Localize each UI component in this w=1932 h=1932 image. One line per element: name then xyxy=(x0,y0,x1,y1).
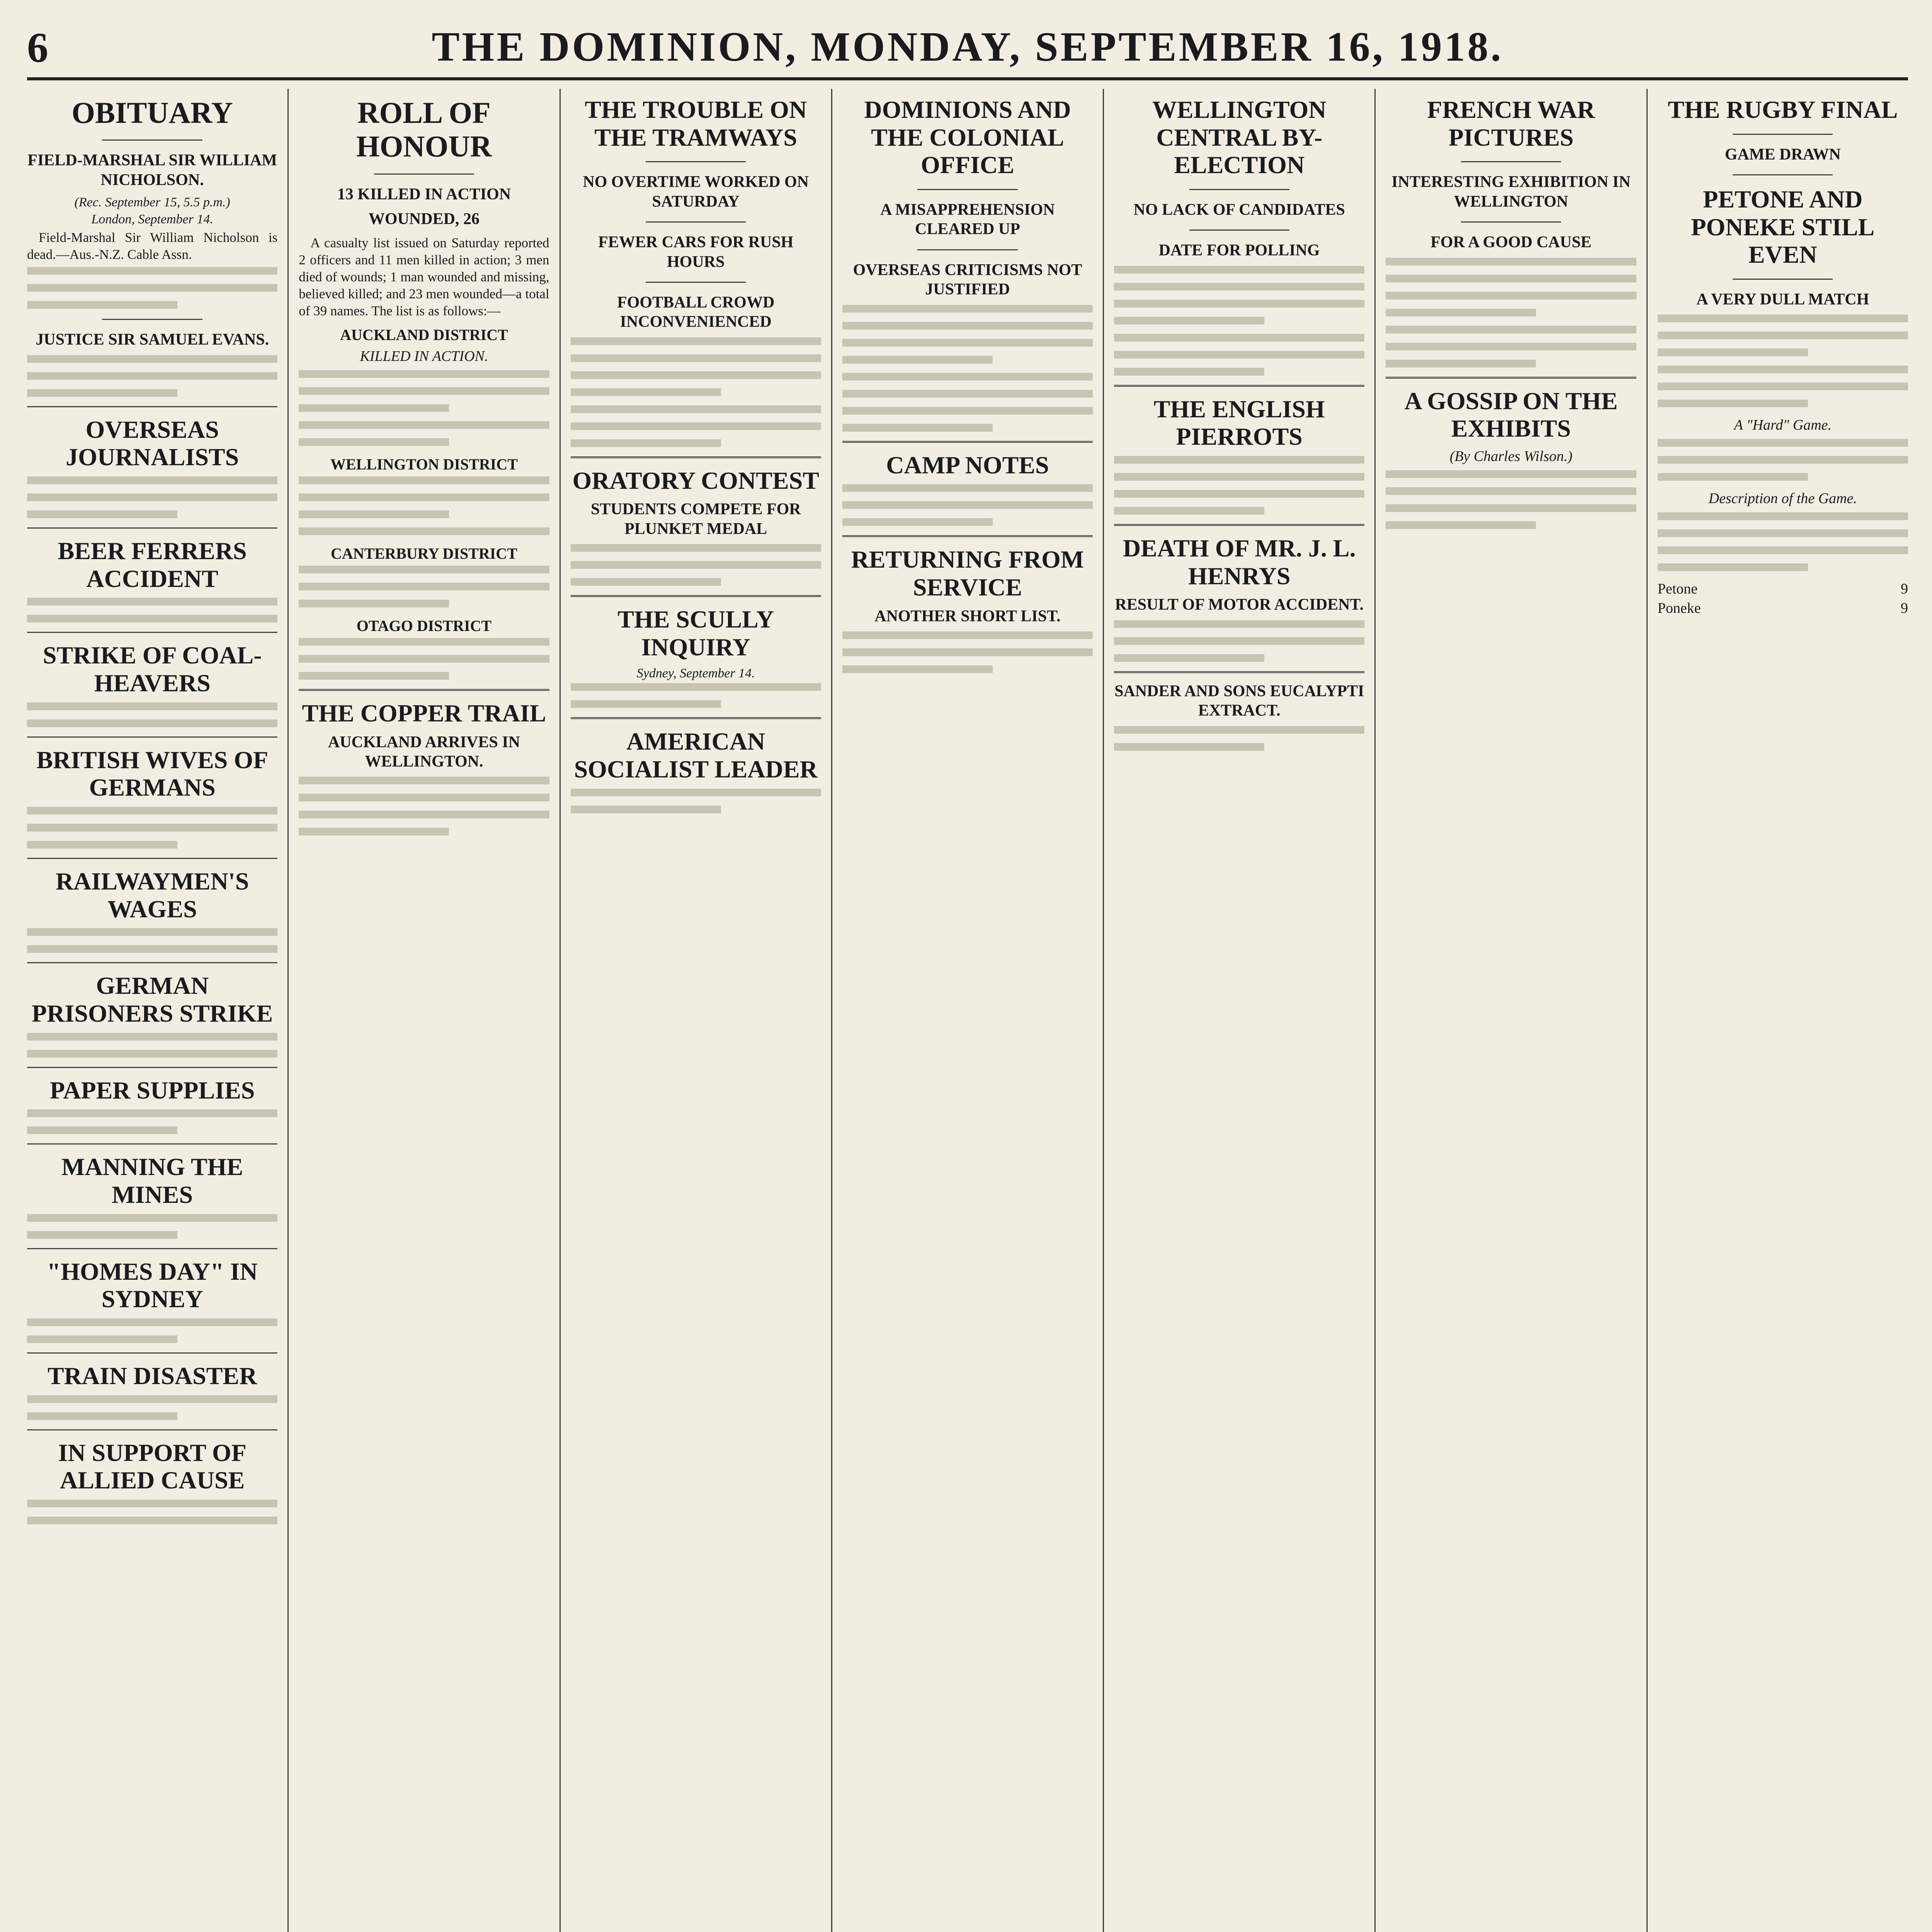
roll-of-honour-heading: ROLL OF HONOUR xyxy=(356,96,492,163)
text-line xyxy=(27,702,277,710)
text-line xyxy=(27,372,277,380)
column-3 xyxy=(560,89,831,1932)
text-line xyxy=(299,638,549,646)
divider xyxy=(102,139,202,141)
text-line xyxy=(1386,343,1636,350)
copper-trail-heading: THE COPPER TRAIL xyxy=(302,699,546,727)
text-line xyxy=(842,407,1093,415)
text-line xyxy=(571,439,721,447)
gossip-byline: (By Charles Wilson.) xyxy=(1449,448,1573,464)
column-5 xyxy=(1103,89,1374,1932)
canterbury-district-heading: CANTERBURY DISTRICT xyxy=(331,544,517,562)
camp-notes-heading: CAMP NOTES xyxy=(886,451,1049,479)
text-line xyxy=(1114,351,1364,359)
advertisement-heading: SANDER AND SONS EUCALYPTI EXTRACT. xyxy=(1114,682,1364,720)
divider xyxy=(1733,134,1833,135)
text-line xyxy=(299,387,549,395)
text-line xyxy=(27,1126,177,1134)
newspaper-title: THE DOMINION, MONDAY, SEPTEMBER 16, 1918. xyxy=(432,24,1503,70)
text-line xyxy=(842,631,1093,639)
text-line xyxy=(27,841,177,849)
colonial-office-subheading-2: OVERSEAS CRITICISMS NOT JUSTIFIED xyxy=(853,261,1082,299)
text-line xyxy=(571,388,721,396)
text-line xyxy=(1658,349,1808,356)
divider xyxy=(27,632,277,633)
text-line xyxy=(842,665,993,673)
text-line xyxy=(1658,563,1808,571)
text-line xyxy=(571,544,821,552)
british-wives-heading: BRITISH WIVES OF GERMANS xyxy=(36,746,269,801)
by-election-heading: WELLINGTON CENTRAL BY-ELECTION xyxy=(1152,96,1327,179)
divider xyxy=(1114,524,1364,526)
text-line xyxy=(571,700,721,708)
text-line xyxy=(1114,317,1264,325)
text-line xyxy=(299,476,549,484)
text-line xyxy=(842,390,1093,398)
wounded-subheading: WOUNDED, 26 xyxy=(368,210,480,228)
text-line xyxy=(1386,521,1536,529)
divider xyxy=(842,535,1093,537)
tramways-subheading-1: NO OVERTIME WORKED ON SATURDAY xyxy=(583,173,809,211)
divider xyxy=(842,441,1093,443)
text-line xyxy=(842,373,1093,381)
divider xyxy=(299,689,549,691)
otago-district-heading: OTAGO DISTRICT xyxy=(356,617,492,634)
text-line xyxy=(1658,366,1908,373)
divider xyxy=(27,736,277,738)
text-line xyxy=(27,719,277,727)
obituary-1-place: London, September 14. xyxy=(91,212,213,227)
german-prisoners-heading: GERMAN PRISONERS STRIKE xyxy=(32,972,273,1027)
text-line xyxy=(571,578,721,586)
divider xyxy=(102,319,202,320)
socialist-leader-heading: AMERICAN SOCIALIST LEADER xyxy=(574,728,818,783)
divider xyxy=(27,1143,277,1145)
column-2 xyxy=(287,89,559,1932)
divider xyxy=(27,406,277,407)
column-7 xyxy=(1646,89,1908,1932)
text-line xyxy=(299,655,549,663)
text-line xyxy=(299,672,449,680)
death-subheading: RESULT OF MOTOR ACCIDENT. xyxy=(1115,596,1364,614)
divider xyxy=(571,717,821,719)
text-line xyxy=(27,1231,177,1239)
text-line xyxy=(299,527,549,535)
rugby-subheading-2: PETONE AND PONEKE STILL EVEN xyxy=(1691,185,1875,269)
divider xyxy=(27,962,277,963)
text-line xyxy=(1386,292,1636,299)
divider xyxy=(1461,161,1561,162)
text-line xyxy=(1114,726,1364,734)
text-line xyxy=(299,600,449,607)
allied-cause-heading: IN SUPPORT OF ALLIED CAUSE xyxy=(58,1439,247,1494)
tramways-subheading-2: FEWER CARS FOR RUSH HOURS xyxy=(598,233,794,271)
obituary-1-text: Field-Marshal Sir William Nicholson is dead.—Aus.-N.Z. Cable Assn. xyxy=(27,230,278,262)
score-value: 9 xyxy=(1900,600,1908,617)
scully-inquiry-heading: THE SCULLY INQUIRY xyxy=(617,605,774,661)
text-line xyxy=(27,807,277,815)
page-number: 6 xyxy=(27,24,48,71)
text-line xyxy=(27,1335,177,1343)
text-line xyxy=(1386,487,1636,495)
divider xyxy=(27,1352,277,1354)
gossip-heading: A GOSSIP ON THE EXHIBITS xyxy=(1404,387,1618,442)
score-row-petone xyxy=(1658,580,1908,597)
text-line xyxy=(299,438,449,446)
coal-heavers-heading: STRIKE OF COAL-HEAVERS xyxy=(43,641,262,697)
text-line xyxy=(27,510,177,518)
text-line xyxy=(1386,360,1536,367)
text-line xyxy=(1114,334,1364,342)
text-line xyxy=(1386,275,1636,282)
text-line xyxy=(299,493,549,501)
by-election-subheading-1: NO LACK OF CANDIDATES xyxy=(1133,201,1345,219)
text-line xyxy=(1386,258,1636,265)
text-line xyxy=(27,615,277,622)
text-line xyxy=(1658,439,1908,447)
tramways-subheading-3: FOOTBALL CROWD INCONVENIENCED xyxy=(617,293,775,331)
divider xyxy=(1189,189,1289,190)
text-line xyxy=(299,404,449,412)
text-line xyxy=(1114,743,1264,751)
copper-trail-subheading: AUCKLAND ARRIVES IN WELLINGTON. xyxy=(328,733,520,771)
text-line xyxy=(1114,654,1264,662)
text-line xyxy=(1658,315,1908,322)
text-line xyxy=(27,355,277,363)
divider xyxy=(1189,230,1289,231)
divider xyxy=(27,1429,277,1430)
obituary-1-heading: FIELD-MARSHAL SIR WILLIAM NICHOLSON. xyxy=(27,151,277,189)
divider xyxy=(1733,174,1833,175)
columns xyxy=(27,89,1908,1932)
divider xyxy=(646,282,746,283)
score-team: Petone xyxy=(1657,581,1698,597)
text-line xyxy=(1114,368,1264,376)
text-line xyxy=(27,1412,177,1420)
text-line xyxy=(842,356,993,364)
text-line xyxy=(842,322,1093,330)
text-line xyxy=(299,370,549,378)
train-disaster-heading: TRAIN DISASTER xyxy=(47,1362,257,1390)
divider xyxy=(646,221,746,223)
text-line xyxy=(27,1109,277,1117)
divider xyxy=(1114,385,1364,387)
text-line xyxy=(842,518,993,526)
text-line xyxy=(571,561,821,569)
hard-game-heading: A "Hard" Game. xyxy=(1734,417,1832,434)
text-line xyxy=(27,301,177,309)
homes-day-heading: "HOMES DAY" IN SYDNEY xyxy=(47,1257,258,1313)
text-line xyxy=(571,806,721,813)
obituary-heading: OBITUARY xyxy=(71,96,233,129)
divider xyxy=(1461,221,1561,223)
oratory-contest-subheading: STUDENTS COMPETE FOR PLUNKET MEDAL xyxy=(590,500,801,538)
casualty-intro: A casualty list issued on Saturday reported 2 officers and 11 men killed in action; 3 men died of wounds; 1 man wounded and missing, believed killed; and 23 men wounded—a total of 39 names. The list is as follows:— xyxy=(299,235,549,318)
divider xyxy=(374,173,474,175)
text-line xyxy=(1658,512,1908,520)
text-line xyxy=(27,928,277,936)
text-line xyxy=(1658,456,1908,464)
text-line xyxy=(842,305,1093,313)
oratory-contest-heading: ORATORY CONTEST xyxy=(572,466,819,494)
text-line xyxy=(1114,473,1364,481)
text-line xyxy=(1114,456,1364,464)
divider xyxy=(1114,671,1364,673)
text-line xyxy=(1386,470,1636,478)
text-line xyxy=(27,1395,277,1403)
divider xyxy=(646,161,746,162)
text-line xyxy=(1658,546,1908,554)
text-line xyxy=(1658,529,1908,537)
text-line xyxy=(27,1214,277,1222)
divider xyxy=(917,189,1017,190)
masthead xyxy=(27,15,1908,73)
score-value: 9 xyxy=(1900,581,1908,597)
score-team: Poneke xyxy=(1657,600,1701,617)
scully-dateline: Sydney, September 14. xyxy=(636,666,755,681)
manning-mines-heading: MANNING THE MINES xyxy=(61,1153,243,1209)
text-line xyxy=(1658,383,1908,390)
text-line xyxy=(27,1033,277,1041)
divider xyxy=(917,249,1017,250)
text-line xyxy=(299,583,549,590)
text-line xyxy=(571,371,821,379)
auckland-district-heading: AUCKLAND DISTRICT xyxy=(340,326,508,344)
text-line xyxy=(842,501,1093,509)
text-line xyxy=(1658,400,1808,407)
divider xyxy=(1386,377,1636,379)
text-line xyxy=(1658,473,1808,481)
text-line xyxy=(842,339,1093,347)
text-line xyxy=(299,828,449,835)
english-pierrots-heading: THE ENGLISH PIERROTS xyxy=(1153,395,1325,451)
divider xyxy=(27,858,277,859)
column-1 xyxy=(27,89,287,1932)
rugby-final-heading: THE RUGBY FINAL xyxy=(1668,96,1898,123)
text-line xyxy=(27,1517,277,1524)
text-line xyxy=(571,789,821,796)
text-line xyxy=(1114,637,1364,645)
obituary-2-heading: JUSTICE SIR SAMUEL EVANS. xyxy=(36,331,269,349)
score-row-poneke xyxy=(1658,600,1908,617)
text-line xyxy=(299,777,549,784)
rugby-subheading-1: GAME DRAWN xyxy=(1725,145,1841,163)
column-4 xyxy=(831,89,1103,1932)
text-line xyxy=(27,267,277,275)
war-pictures-heading: FRENCH WAR PICTURES xyxy=(1427,96,1595,151)
text-line xyxy=(1658,332,1908,339)
text-line xyxy=(1386,326,1636,333)
divider xyxy=(571,456,821,458)
text-line xyxy=(27,284,277,292)
text-line xyxy=(27,945,277,953)
masthead-rule xyxy=(27,77,1908,80)
text-line xyxy=(27,598,277,605)
text-line xyxy=(1114,490,1364,498)
text-line xyxy=(299,421,549,429)
killed-in-action-subheading: 13 KILLED IN ACTION xyxy=(337,185,511,203)
text-line xyxy=(571,405,821,413)
tramways-heading: THE TROUBLE ON THE TRAMWAYS xyxy=(585,96,807,151)
obituary-1-dateline: (Rec. September 15, 5.5 p.m.) xyxy=(74,195,230,210)
text-line xyxy=(27,389,177,397)
text-line xyxy=(571,354,821,362)
wellington-district-heading: WELLINGTON DISTRICT xyxy=(330,455,518,473)
beer-ferrers-heading: BEER FERRERS ACCIDENT xyxy=(58,537,247,592)
column-6 xyxy=(1374,89,1646,1932)
returning-from-service-subheading: ANOTHER SHORT LIST. xyxy=(874,607,1061,625)
death-heading: DEATH OF MR. J. L. HENRYS xyxy=(1122,534,1356,590)
text-line xyxy=(1114,283,1364,291)
colonial-office-heading: DOMINIONS AND THE COLONIAL OFFICE xyxy=(864,96,1071,179)
text-line xyxy=(27,1500,277,1507)
text-line xyxy=(1114,507,1264,515)
text-line xyxy=(1386,309,1536,316)
divider xyxy=(571,595,821,597)
text-line xyxy=(299,510,449,518)
paper-supplies-heading: PAPER SUPPLIES xyxy=(49,1076,255,1104)
text-line xyxy=(299,811,549,818)
text-line xyxy=(1386,504,1636,512)
text-line xyxy=(571,683,821,691)
killed-label: KILLED IN ACTION. xyxy=(360,348,488,364)
text-line xyxy=(27,1318,277,1326)
text-line xyxy=(842,424,993,432)
railwaymen-heading: RAILWAYMEN'S WAGES xyxy=(55,867,249,923)
war-pictures-subheading-1: INTERESTING EXHIBITION IN WELLINGTON xyxy=(1391,173,1631,211)
text-line xyxy=(299,566,549,573)
divider xyxy=(27,1248,277,1249)
text-line xyxy=(842,648,1093,656)
text-line xyxy=(571,422,821,430)
divider xyxy=(27,1067,277,1068)
colonial-office-subheading-1: A MISAPPREHENSION CLEARED UP xyxy=(880,201,1055,238)
divider xyxy=(27,527,277,529)
rugby-subheading-3: A VERY DULL MATCH xyxy=(1696,291,1869,309)
divider xyxy=(1733,279,1833,280)
text-line xyxy=(27,1050,277,1058)
text-line xyxy=(27,493,277,501)
returning-from-service-heading: RETURNING FROM SERVICE xyxy=(851,546,1084,601)
description-heading: Description of the Game. xyxy=(1708,490,1857,507)
by-election-subheading-2: DATE FOR POLLING xyxy=(1158,242,1320,260)
text-line xyxy=(27,824,277,832)
war-pictures-subheading-2: FOR A GOOD CAUSE xyxy=(1430,233,1592,252)
text-line xyxy=(571,337,821,345)
text-line xyxy=(1114,266,1364,274)
text-line xyxy=(299,794,549,801)
overseas-journalists-heading: OVERSEAS JOURNALISTS xyxy=(66,415,239,471)
text-line xyxy=(1114,300,1364,308)
text-line xyxy=(27,476,277,484)
text-line xyxy=(1114,620,1364,628)
text-line xyxy=(842,484,1093,492)
